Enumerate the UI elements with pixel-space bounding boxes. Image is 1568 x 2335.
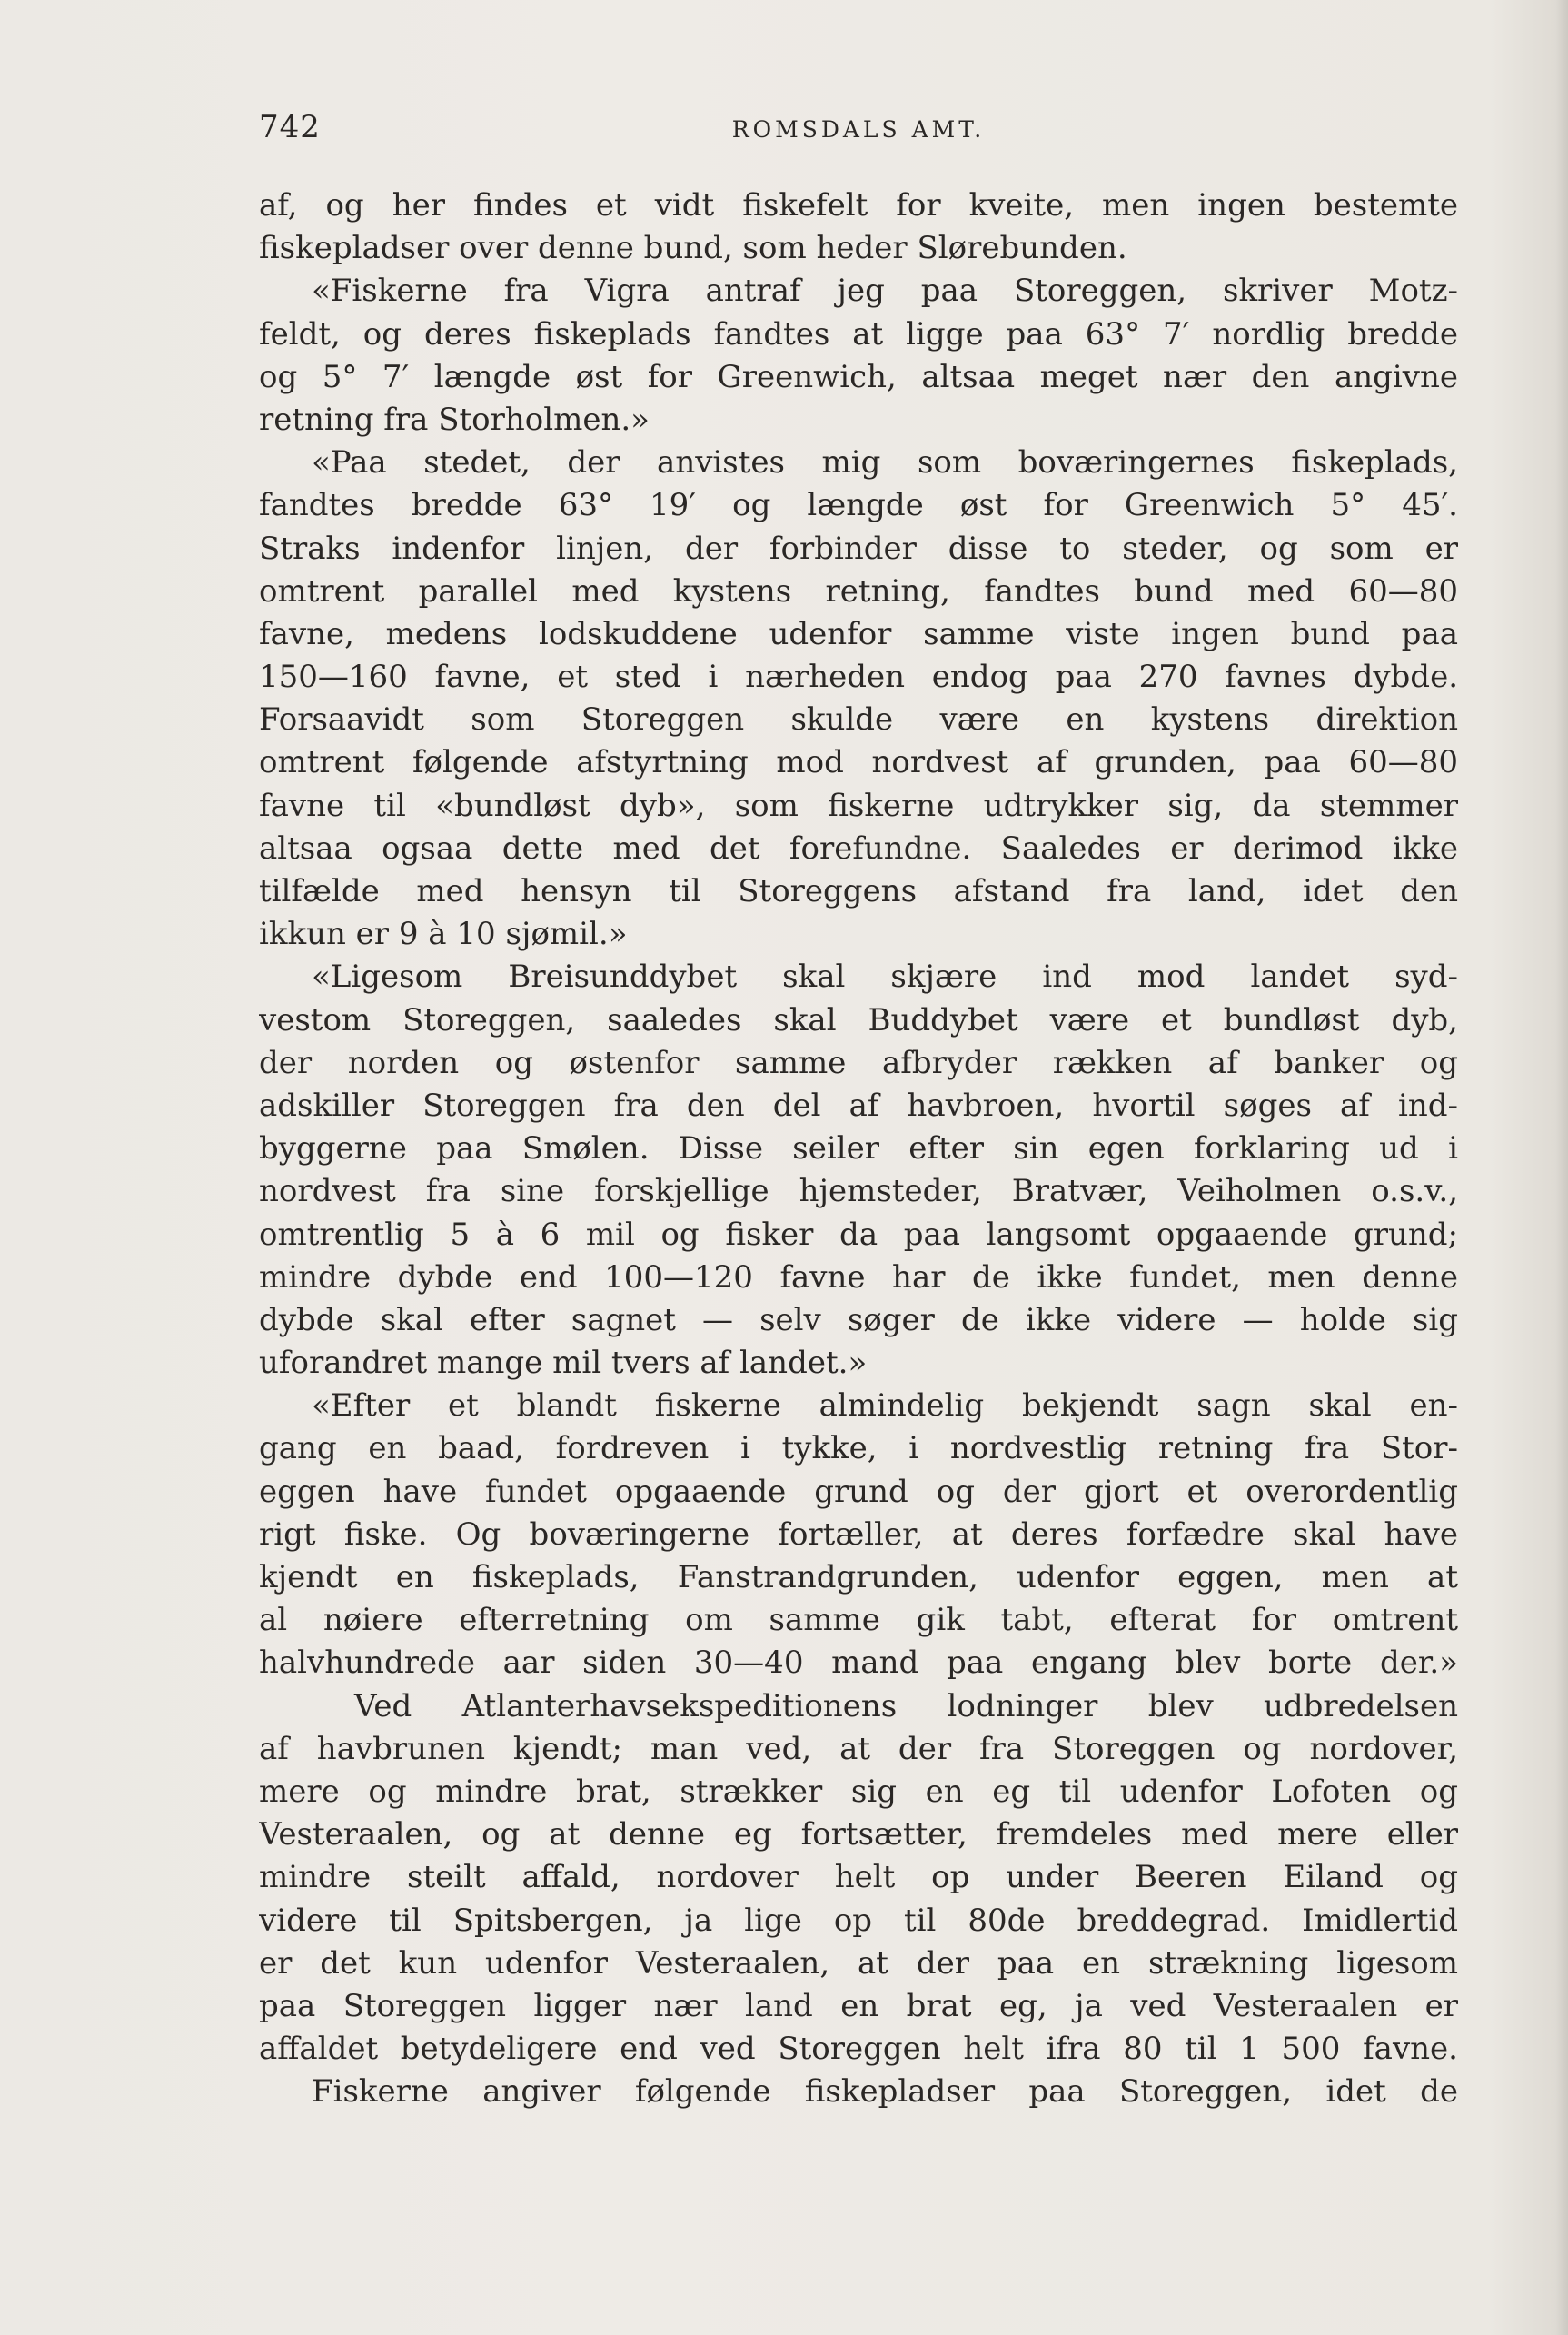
text-line: Straks indenfor linjen, der forbinder disse to steder, og som er (259, 530, 1458, 567)
text-line: mere og mindre brat, strækker sig en eg til udenfor Lofoten og (259, 1773, 1458, 1810)
text-line: og 5° 7′ længde øst for Greenwich, altsaa meget nær den angivne (259, 358, 1458, 395)
text-line: dybde skal efter sagnet — selv søger de ikke videre — holde sig (259, 1301, 1458, 1338)
text-line: favne til «bundløst dyb», som fiskerne udtrykker sig, da stemmer (259, 787, 1458, 824)
text-line: «Paa stedet, der anvistes mig som boværingernes fiskeplads, (312, 444, 1458, 482)
text-line: nordvest fra sine forskjellige hjemsteder, Bratvær, Veiholmen o.s.v., (259, 1173, 1458, 1210)
text-line: fandtes bredde 63° 19′ og længde øst for Greenwich 5° 45′. (259, 487, 1458, 524)
text-line: ikkun er 9 à 10 sjømil.» (259, 916, 628, 953)
text-line: kjendt en fiskeplads, Fanstrandgrunden, udenfor eggen, men at (259, 1559, 1458, 1595)
text-line: fiskepladser over denne bund, som heder Slørebunden. (259, 230, 1127, 267)
text-line: tilfælde med hensyn til Storeggens afstand fra land, idet den (259, 873, 1458, 909)
text-line: videre til Spitsbergen, ja lige op til 80de breddegrad. Imidlertid (259, 1902, 1458, 1939)
text-line: er det kun udenfor Vesteraalen, at der paa en strækning ligesom (259, 1944, 1458, 1982)
text-line: feldt, og deres fiskeplads fandtes at ligge paa 63° 7′ nordlig bredde (259, 315, 1458, 353)
text-line: byggerne paa Smølen. Disse seiler efter sin egen forklaring ud i (259, 1130, 1458, 1168)
text-line: al nøiere efterretning om samme gik tabt, efterat for omtrent (259, 1602, 1458, 1639)
text-line: der norden og østenfor samme afbryder rækken af banker og (259, 1044, 1458, 1081)
text-line: omtrent følgende afstyrtning mod nordvest af grunden, paa 60—80 (259, 744, 1458, 781)
text-line: «Fiskerne fra Vigra antraf jeg paa Storeggen, skriver Motz- (312, 273, 1458, 310)
text-line: Fiskerne angiver følgende fiskepladser paa Storeggen, idet de (312, 2073, 1458, 2111)
page-header (259, 109, 1458, 154)
text-line: gang en baad, fordreven i tykke, i nordvestlig retning fra Stor- (259, 1430, 1458, 1467)
text-line: paa Storeggen ligger nær land en brat eg, ja ved Vesteraalen er (259, 1987, 1458, 2024)
text-line: halvhundrede aar siden 30—40 mand paa engang blev borte der.» (259, 1644, 1458, 1682)
text-line: omtrentlig 5 à 6 mil og fisker da paa langsomt opgaaende grund; (259, 1216, 1458, 1253)
text-line: altsaa ogsaa dette med det forefundne. Saaledes er derimod ikke (259, 830, 1458, 867)
text-line: retning fra Storholmen.» (259, 401, 650, 438)
running-title: ROMSDALS AMT. (731, 116, 986, 143)
text-line: Forsaavidt som Storeggen skulde være en kystens direktion (259, 701, 1458, 739)
text-line: adskiller Storeggen fra den del af havbroen, hvortil søges af ind- (259, 1087, 1458, 1124)
text-line: eggen have fundet opgaaende grund og der gjort et overordentlig (259, 1473, 1458, 1510)
text-line: favne, medens lodskuddene udenfor samme viste ingen bund paa (259, 615, 1458, 652)
text-line: af havbrunen kjendt; man ved, at der fra Storeggen og nordover, (259, 1730, 1458, 1767)
text-line: af, og her findes et vidt fiskefelt for kveite, men ingen bestemte (259, 187, 1458, 224)
page-edge-shadow (1555, 0, 1568, 2335)
text-line: 150—160 favne, et sted i nærheden endog paa 270 favnes dybde. (259, 659, 1458, 696)
text-line: mindre dybde end 100—120 favne har de ikke fundet, men denne (259, 1258, 1458, 1296)
text-line: rigt fiske. Og boværingerne fortæller, at deres forfædre skal have (259, 1515, 1458, 1553)
text-line: affaldet betydeligere end ved Storeggen helt ifra 80 til 1 500 favne. (259, 2031, 1458, 2068)
text-line: «Ligesom Breisunddybet skal skjære ind mod landet syd- (312, 959, 1458, 996)
text-line: «Efter et blandt fiskerne almindelig bekjendt sagn skal en- (312, 1387, 1458, 1425)
text-line: mindre steilt affald, nordover helt op under Beeren Eiland og (259, 1859, 1458, 1896)
body-text (259, 184, 1458, 2113)
text-line: uforandret mange mil tvers af landet.» (259, 1345, 868, 1382)
page-number: 742 (259, 109, 321, 145)
text-line: Vesteraalen, og at denne eg fortsætter, fremdeles med mere eller (259, 1816, 1458, 1853)
text-line: vestom Storeggen, saaledes skal Buddybet være et bundløst dyb, (259, 1001, 1458, 1038)
text-line: omtrent parallel med kystens retning, fandtes bund med 60—80 (259, 572, 1458, 610)
text-line: Ved Atlanterhavsekspeditionens lodninger blev udbredelsen (354, 1687, 1458, 1724)
